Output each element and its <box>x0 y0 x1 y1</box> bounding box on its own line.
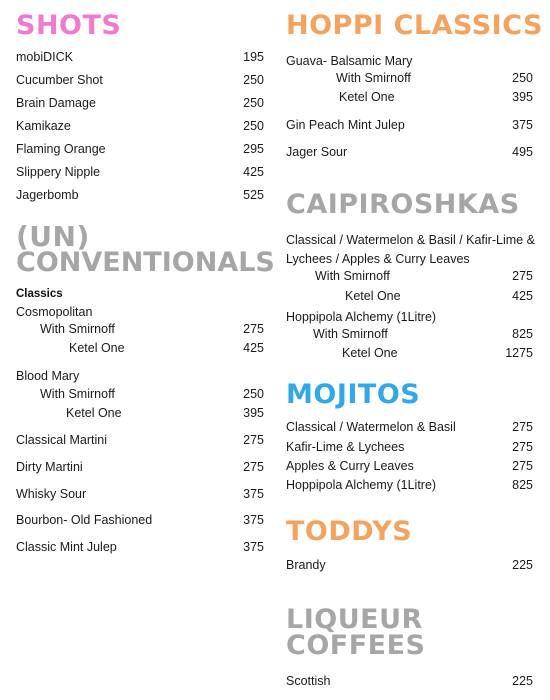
menu-item <box>16 165 264 181</box>
menu-item-variant <box>40 387 264 403</box>
classics-subheading: Classics <box>16 288 63 300</box>
item-price: 375 <box>512 118 533 132</box>
menu-item <box>286 459 533 475</box>
menu-item-variant <box>345 289 533 305</box>
item-price: 275 <box>512 440 533 454</box>
item-price: 525 <box>243 188 264 202</box>
menu-item <box>286 145 533 161</box>
item-name-guava-balsamic-mary: Guava- Balsamic Mary <box>286 54 413 68</box>
menu-item <box>16 460 264 476</box>
item-price: 195 <box>243 50 264 64</box>
menu-item <box>286 674 533 690</box>
item-name: Jager Sour <box>286 145 348 159</box>
menu-item <box>16 487 264 503</box>
variant-name: With Smirnoff <box>40 387 115 401</box>
item-name: Dirty Martini <box>16 460 83 474</box>
hoppi-classics-heading: HOPPI CLASSICS <box>286 10 543 41</box>
caipiroshkas-description-line1: Classical / Watermelon & Basil / Kafir-Lime & <box>286 233 535 247</box>
item-price: 495 <box>512 145 533 159</box>
menu-item <box>286 118 533 134</box>
item-name: Hoppipola Alchemy (1Litre) <box>286 478 437 492</box>
variant-name: Ketel One <box>345 289 401 303</box>
item-name: Apples & Curry Leaves <box>286 459 414 473</box>
item-price: 275 <box>512 420 533 434</box>
unconventionals-heading-line2: CONVENTIONALS <box>16 247 275 278</box>
item-price: 825 <box>512 327 533 341</box>
item-price: 1275 <box>505 346 533 360</box>
liqueur-coffees-heading-line2: COFFEES <box>286 630 426 661</box>
item-name: Brandy <box>286 558 326 572</box>
item-price: 250 <box>243 73 264 87</box>
item-name: Brain Damage <box>16 96 96 110</box>
item-name: Bourbon- Old Fashioned <box>16 513 153 527</box>
item-price: 425 <box>243 165 264 179</box>
menu-item <box>286 440 533 456</box>
item-name: Kamikaze <box>16 119 71 133</box>
menu-item-variant <box>336 71 533 87</box>
item-price: 395 <box>512 90 533 104</box>
item-name: Flaming Orange <box>16 142 106 156</box>
item-price: 425 <box>512 289 533 303</box>
item-name: Classic Mint Julep <box>16 540 117 554</box>
item-name: mobiDICK <box>16 50 73 64</box>
variant-name: Ketel One <box>66 406 122 420</box>
variant-name: Ketel One <box>339 90 395 104</box>
variant-name: With Smirnoff <box>336 71 411 85</box>
item-price: 295 <box>243 142 264 156</box>
menu-item-variant <box>339 90 533 106</box>
item-price: 395 <box>243 406 264 420</box>
mojitos-heading: MOJITOS <box>286 379 421 410</box>
caipiroshkas-description-line2: Lychees / Apples & Curry Leaves <box>286 252 470 266</box>
item-name-cosmopolitan: Cosmopolitan <box>16 305 93 319</box>
toddys-heading: TODDYS <box>286 516 413 547</box>
item-price: 225 <box>512 674 533 688</box>
variant-name: With Smirnoff <box>40 322 115 336</box>
item-price: 825 <box>512 478 533 492</box>
menu-item <box>16 142 264 158</box>
item-price: 275 <box>243 322 264 336</box>
item-price: 275 <box>512 269 533 283</box>
item-name: Gin Peach Mint Julep <box>286 118 405 132</box>
menu-item-variant <box>315 269 533 285</box>
item-name: Cucumber Shot <box>16 73 103 87</box>
item-price: 375 <box>243 513 264 527</box>
item-name: Kafir-Lime & Lychees <box>286 440 405 454</box>
menu-item-variant <box>69 341 264 357</box>
liqueur-coffees-heading-line1: LIQUEUR <box>286 604 423 635</box>
item-name: Classical / Watermelon & Basil <box>286 420 456 434</box>
item-price: 250 <box>243 96 264 110</box>
caipiroshkas-heading: CAIPIROSHKAS <box>286 189 520 220</box>
menu-item <box>16 540 264 556</box>
menu-item <box>286 478 533 494</box>
menu-item <box>16 513 264 529</box>
item-name: Classical Martini <box>16 433 107 447</box>
item-name: Scottish <box>286 674 331 688</box>
menu-item-variant <box>66 406 264 422</box>
menu-item <box>16 73 264 89</box>
shots-heading: SHOTS <box>16 10 122 41</box>
item-name: Slippery Nipple <box>16 165 101 179</box>
variant-name: Ketel One <box>69 341 125 355</box>
item-price: 250 <box>512 71 533 85</box>
menu-item <box>16 96 264 112</box>
item-name-hoppipola-alchemy: Hoppipola Alchemy (1Litre) <box>286 310 437 324</box>
item-price: 375 <box>243 487 264 501</box>
variant-name: With Smirnoff <box>313 327 388 341</box>
variant-name: Ketel One <box>342 346 398 360</box>
menu-item <box>16 188 264 204</box>
item-price: 275 <box>243 460 264 474</box>
menu-item <box>286 558 533 574</box>
item-name: Jagerbomb <box>16 188 79 202</box>
menu-item <box>16 119 264 135</box>
item-price: 250 <box>243 119 264 133</box>
menu-item <box>16 50 264 66</box>
item-name-blood-mary: Blood Mary <box>16 369 80 383</box>
menu-item-variant <box>342 346 533 362</box>
menu-item-variant <box>40 322 264 338</box>
menu-item-variant <box>313 327 533 343</box>
item-price: 250 <box>243 387 264 401</box>
menu-item <box>16 433 264 449</box>
item-price: 425 <box>243 341 264 355</box>
variant-name: With Smirnoff <box>315 269 390 283</box>
item-price: 375 <box>243 540 264 554</box>
item-price: 275 <box>512 459 533 473</box>
item-price: 275 <box>243 433 264 447</box>
item-price: 225 <box>512 558 533 572</box>
unconventionals-heading-line1: (UN) <box>16 220 90 253</box>
item-name: Whisky Sour <box>16 487 87 501</box>
menu-item <box>286 420 533 436</box>
